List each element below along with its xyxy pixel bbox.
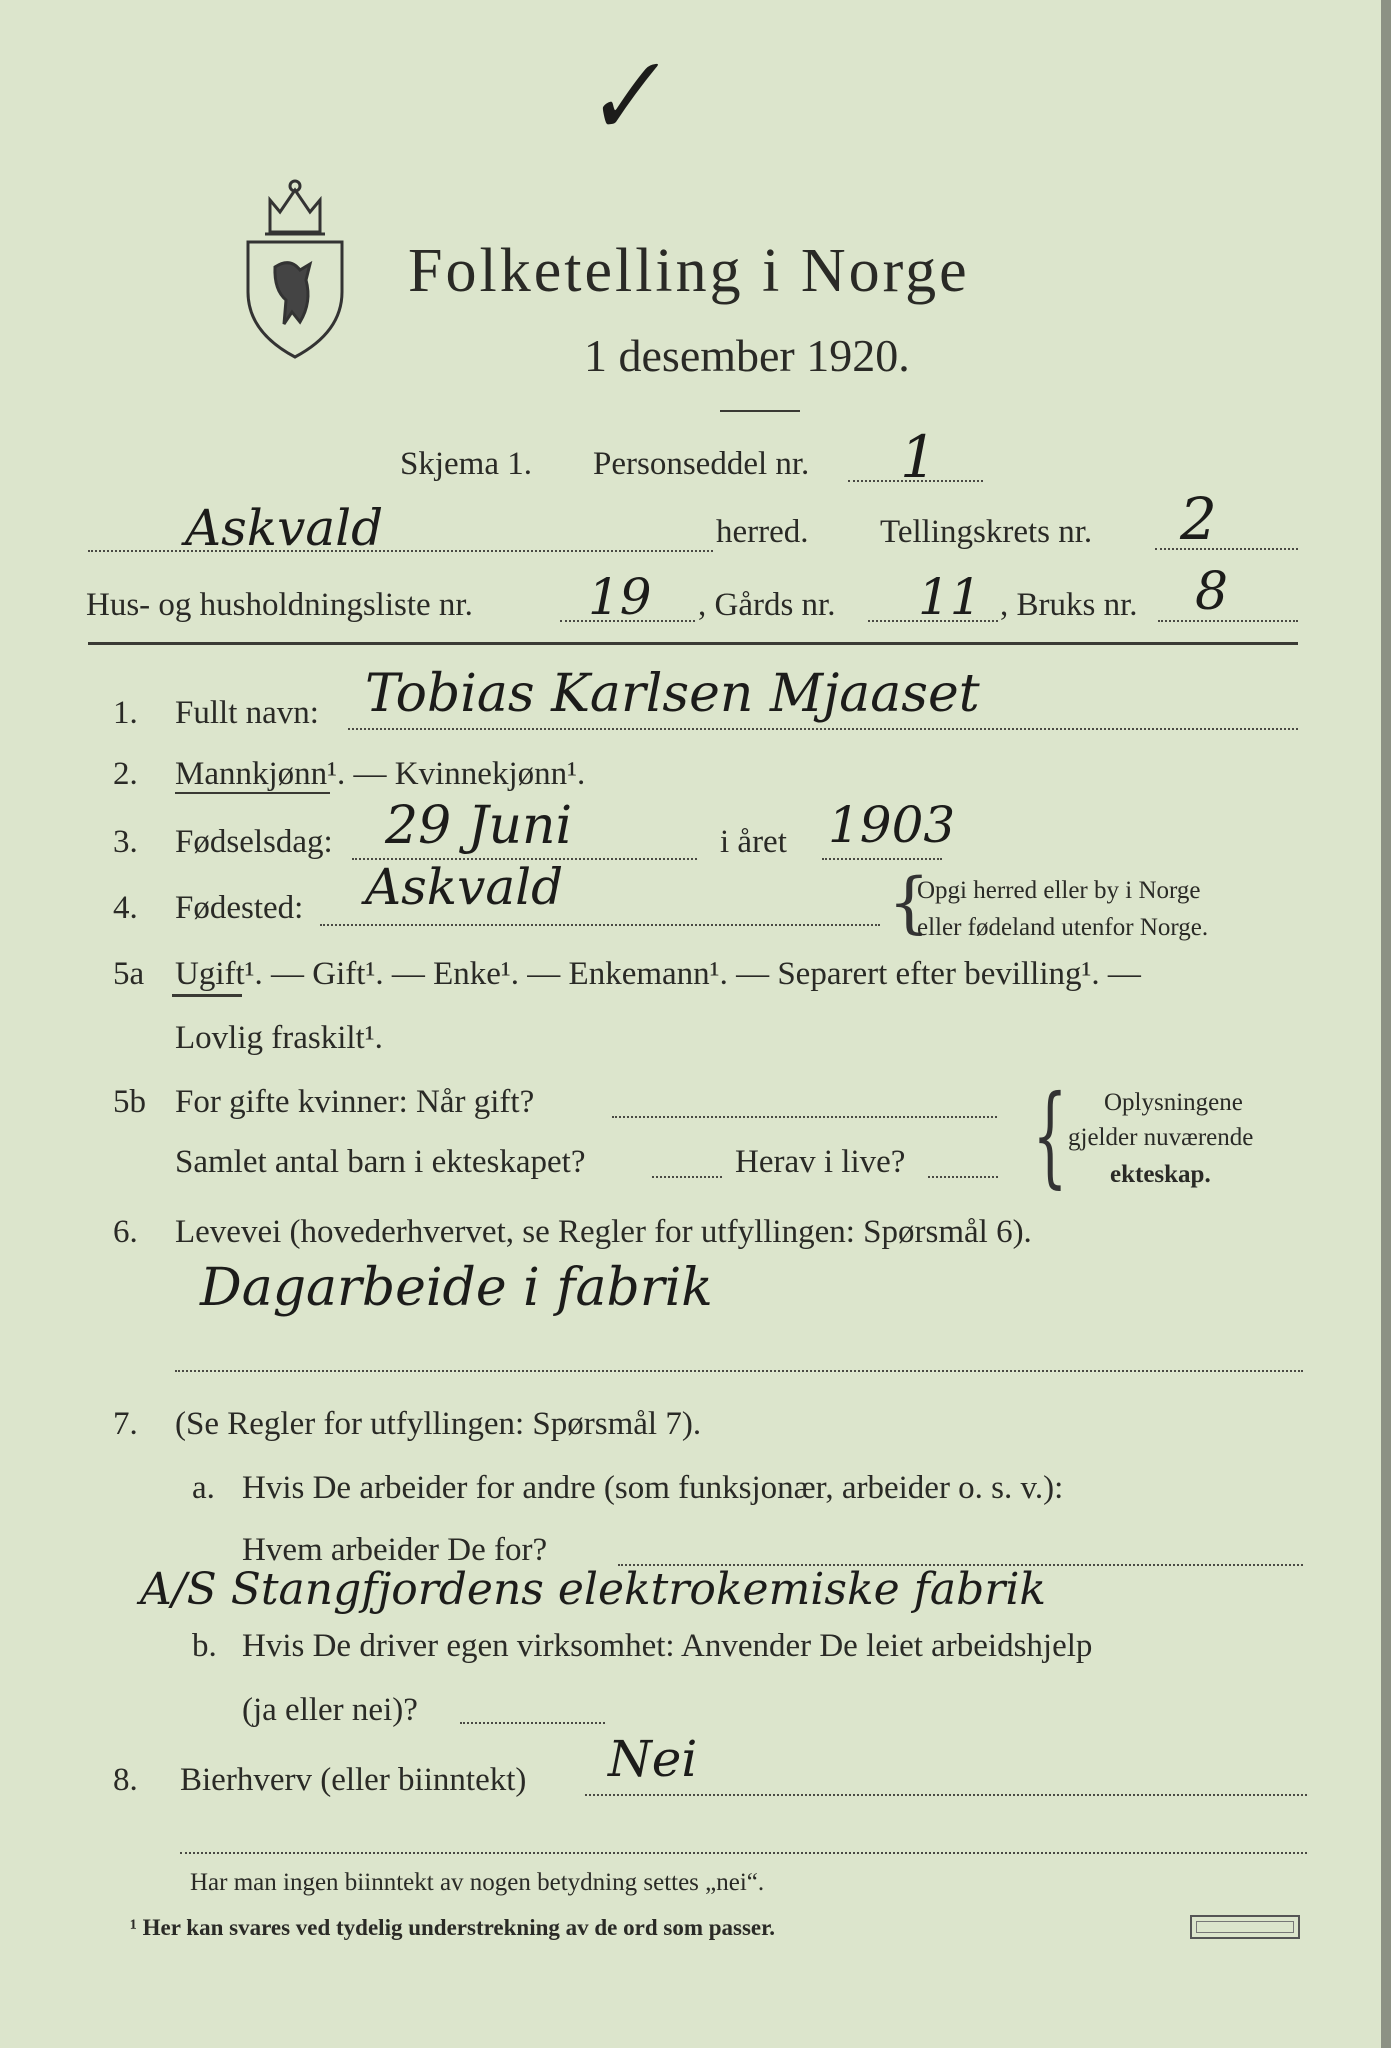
hus-value: 19 — [588, 568, 652, 626]
q6-label: Levevei (hovederhvervet, se Regler for utfyllingen: Spørsmål 6). — [175, 1214, 1032, 1250]
q5b-label: For gifte kvinner: Når gift? — [175, 1084, 535, 1120]
q7b-label-2: (ja eller nei)? — [242, 1692, 418, 1728]
q7-number: 7. — [113, 1406, 138, 1442]
title-divider — [720, 410, 800, 412]
q7a-number: a. — [192, 1470, 215, 1506]
employer-value: A/S Stangfjordens elektrokemiske fabrik — [140, 1564, 1047, 1615]
herred-line — [88, 550, 713, 552]
birthplace-value: Askvald — [365, 858, 564, 916]
personseddel-label: Personseddel nr. — [593, 446, 810, 482]
q7b-label: Hvis De driver egen virksomhet: Anvender De leiet arbeidshjelp — [242, 1628, 1093, 1664]
q8-label: Bierhverv (eller biinntekt) — [180, 1762, 527, 1798]
check-mark: ✓ — [572, 33, 672, 162]
q5b-alive-line — [928, 1176, 998, 1178]
q2-underline — [175, 792, 330, 794]
q7b-line — [460, 1722, 605, 1724]
q3-number: 3. — [113, 824, 138, 860]
q1-label: Fullt navn: — [175, 695, 319, 731]
form-title: Folketelling i Norge — [408, 237, 970, 305]
q5b-label-3: Herav i live? — [735, 1144, 906, 1180]
q5b-note-line2: gjelder nuværende — [1068, 1124, 1254, 1151]
header-divider — [88, 642, 1298, 645]
q6-number: 6. — [113, 1214, 138, 1250]
q1-number: 1. — [113, 695, 138, 731]
q4-number: 4. — [113, 890, 138, 926]
form-date: 1 desember 1920. — [584, 330, 910, 381]
q2-number: 2. — [113, 756, 138, 792]
q5a-number: 5a — [113, 956, 145, 992]
hus-label: Hus- og husholdningsliste nr. — [86, 587, 473, 623]
q7-label: (Se Regler for utfyllingen: Spørsmål 7). — [175, 1406, 702, 1442]
full-name-value: Tobias Karlsen Mjaaset — [365, 664, 980, 724]
herred-label: herred. — [716, 514, 809, 550]
q3-year-line — [822, 858, 942, 860]
gards-value: 11 — [918, 568, 982, 626]
q5b-label-2: Samlet antal barn i ekteskapet? — [175, 1144, 586, 1180]
occupation-value: Dagarbeide i fabrik — [200, 1258, 713, 1318]
side-income-value: Nei — [608, 1730, 698, 1788]
schema-label: Skjema 1. — [400, 446, 532, 482]
q5a-label: Ugift¹. — Gift¹. — Enke¹. — Enkemann¹. — Separert efter bevilling¹. — — [175, 956, 1141, 992]
q7a-label-2: Hvem arbeider De for? — [242, 1532, 548, 1568]
q4-note-line1: Opgi herred eller by i Norge — [917, 877, 1201, 904]
q8-line-2 — [180, 1852, 1307, 1854]
income-note: Har man ingen biinntekt av nogen betydning settes „nei“. — [190, 1869, 765, 1896]
q7b-number: b. — [192, 1628, 217, 1664]
q4-brace: { — [888, 864, 930, 941]
q4-note-line2: eller fødeland utenfor Norge. — [917, 914, 1209, 941]
q5b-note-line1: Oplysningene — [1104, 1089, 1243, 1116]
tellingskrets-value: 2 — [1180, 485, 1217, 553]
coat-of-arms-icon — [240, 172, 350, 362]
tellingskrets-label: Tellingskrets nr. — [880, 514, 1093, 550]
gards-label: , Gårds nr. — [698, 587, 836, 623]
q3-label: Fødselsdag: — [175, 824, 333, 860]
q5b-note-line3: ekteskap. — [1110, 1161, 1211, 1188]
q6-line — [175, 1370, 1303, 1372]
q5b-line — [612, 1116, 997, 1118]
q3-year-label: i året — [720, 824, 787, 860]
q4-line — [320, 924, 880, 926]
bruks-label: , Bruks nr. — [1000, 587, 1138, 623]
bruks-value: 8 — [1195, 562, 1229, 622]
scan-edge — [1381, 0, 1391, 2048]
q5b-children-line — [652, 1176, 722, 1178]
q5a-underline — [172, 994, 242, 997]
bruks-line — [1158, 620, 1298, 622]
q8-line — [585, 1794, 1307, 1796]
q4-label: Fødested: — [175, 890, 304, 926]
personseddel-value: 1 — [900, 423, 937, 491]
q5b-number: 5b — [113, 1084, 146, 1120]
footnote: ¹ Her kan svares ved tydelig understrekning av de ord som passer. — [130, 1915, 775, 1940]
q1-line — [348, 728, 1298, 730]
printer-stamp — [1190, 1915, 1300, 1939]
q2-label: Mannkjønn¹. — Kvinnekjønn¹. — [175, 756, 586, 792]
birth-year-value: 1903 — [828, 796, 956, 854]
tellingskrets-line — [1155, 548, 1298, 550]
herred-value: Askvald — [185, 499, 384, 557]
q7a-label: Hvis De arbeider for andre (som funksjonær, arbeider o. s. v.): — [242, 1470, 1064, 1506]
birth-day-value: 29 Juni — [385, 796, 573, 856]
q8-number: 8. — [113, 1762, 138, 1798]
q5b-brace: { — [1032, 1071, 1068, 1199]
q5a-label-2: Lovlig fraskilt¹. — [175, 1020, 383, 1056]
